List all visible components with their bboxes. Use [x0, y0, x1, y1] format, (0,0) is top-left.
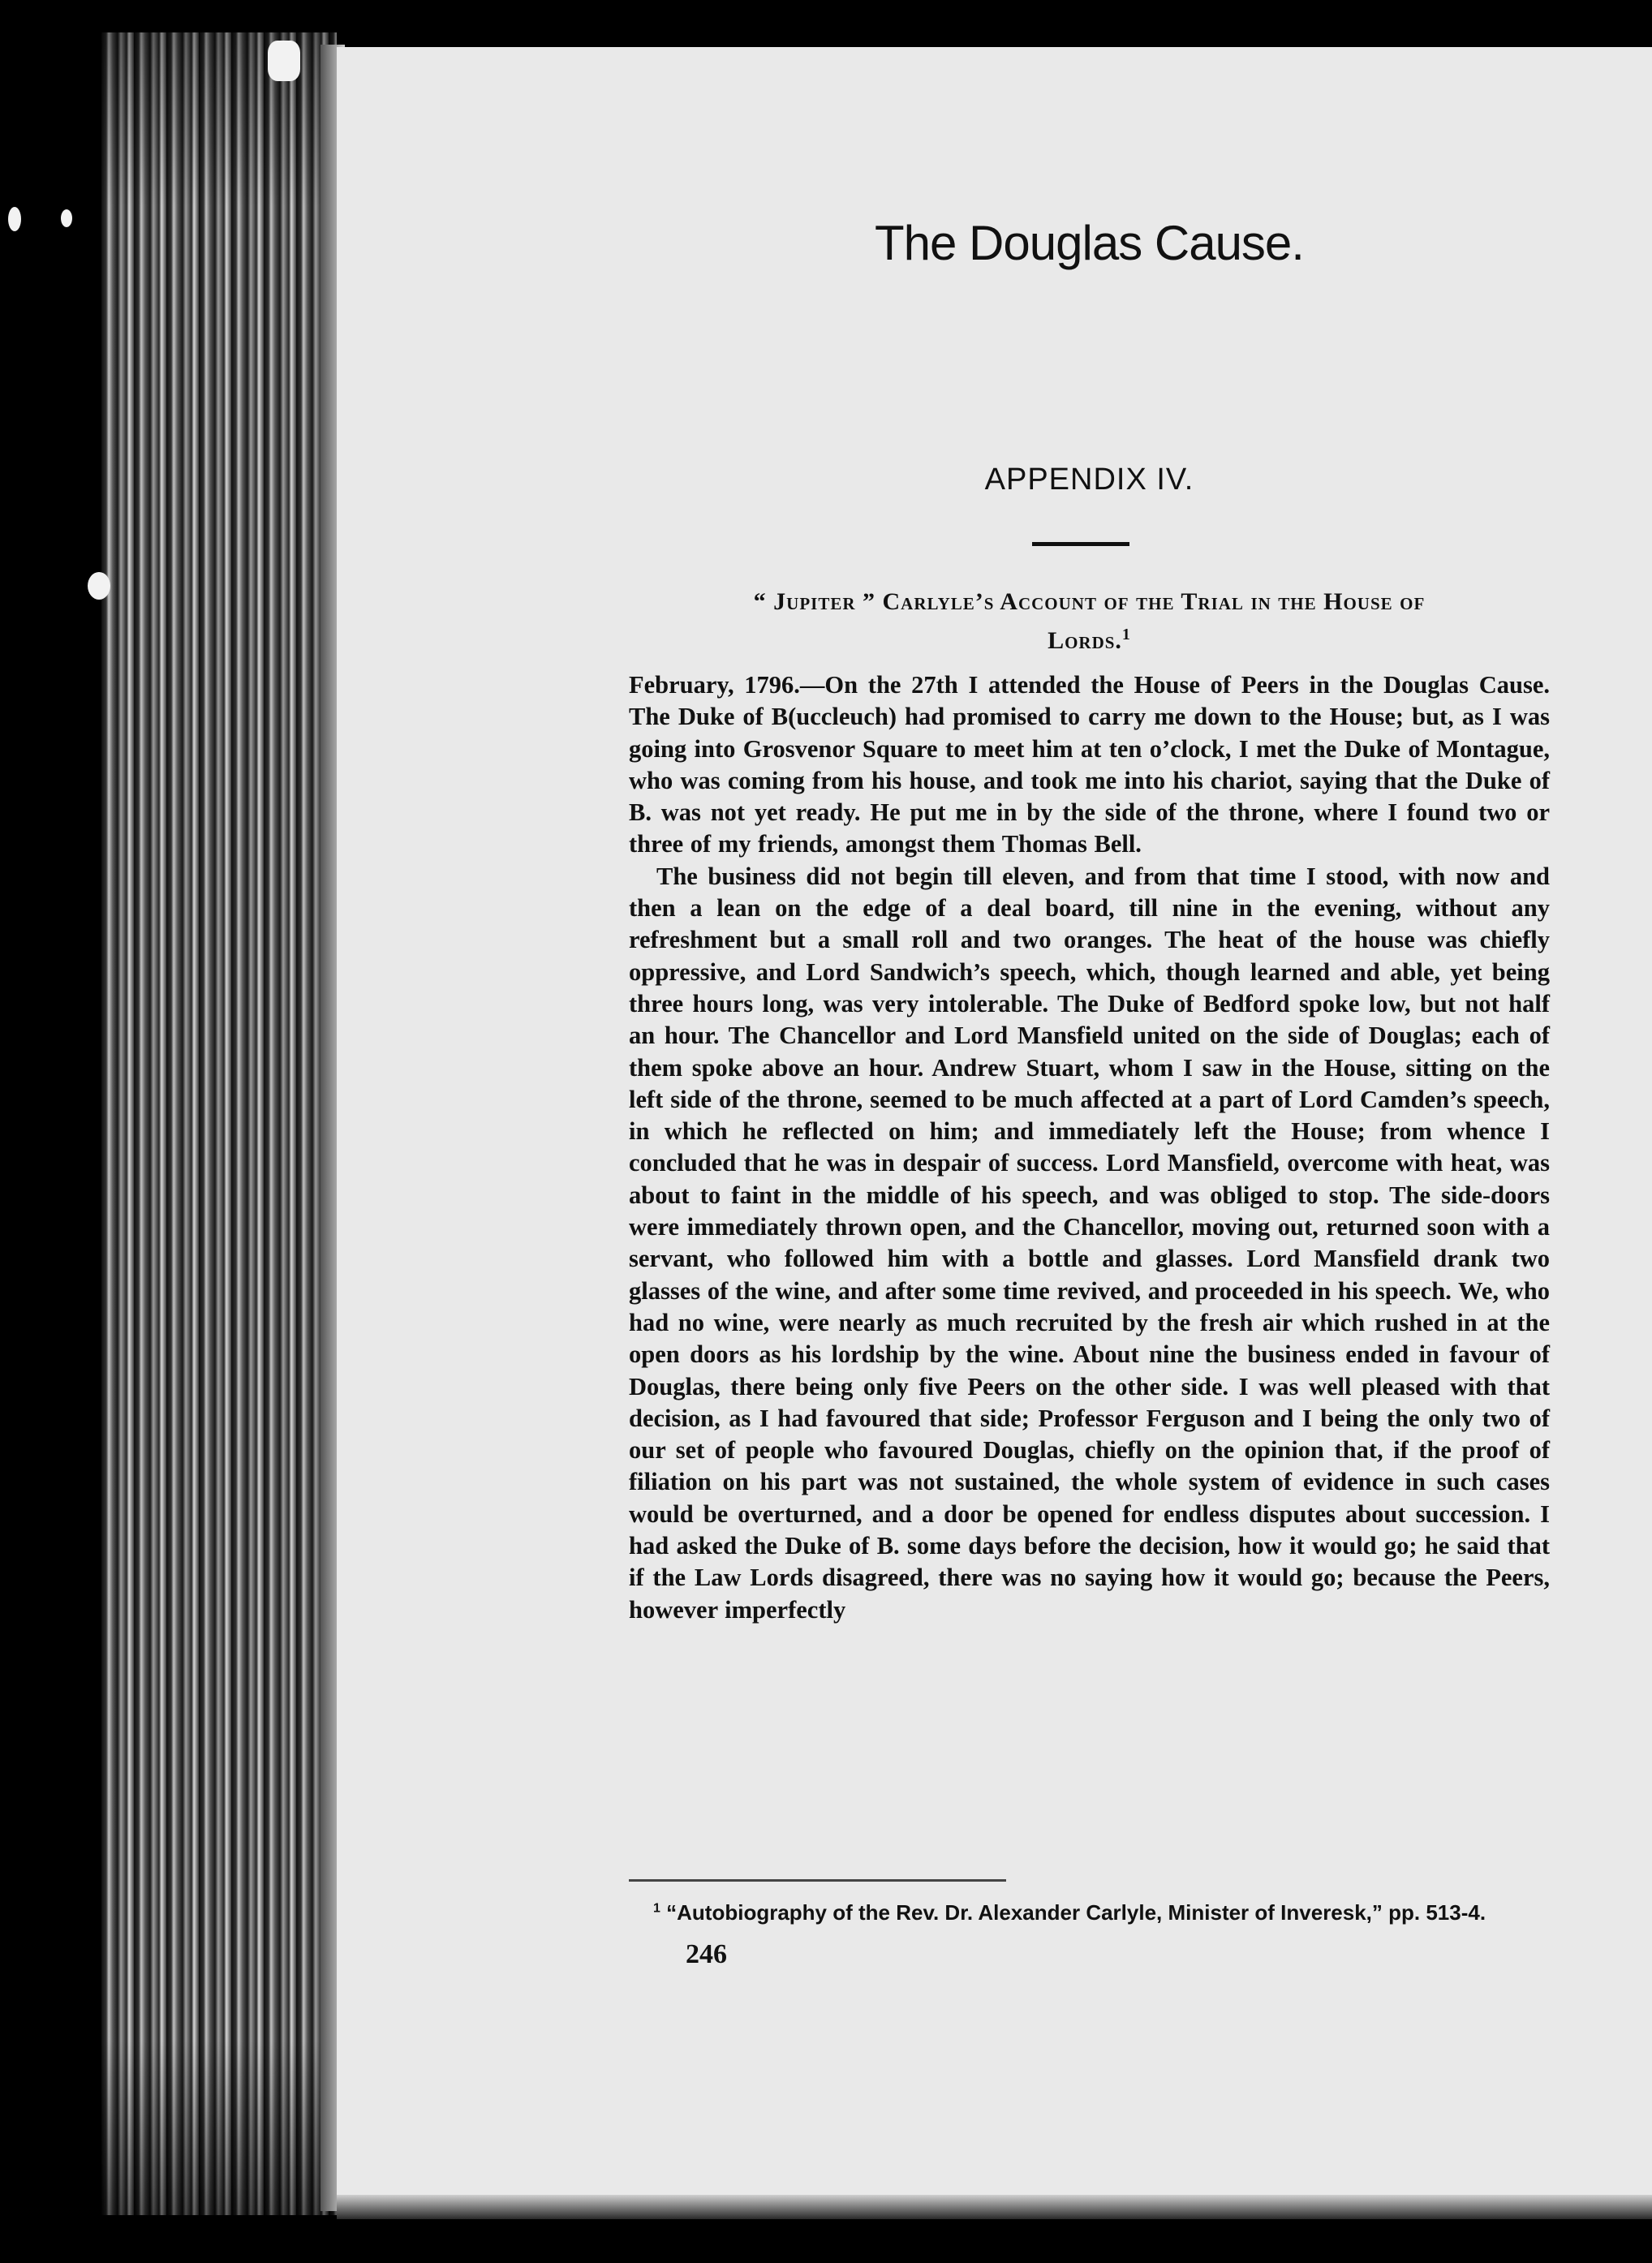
paragraph: The business did not begin till eleven, and from that time I stood, with now and then a lean on the edge of a deal board, till nine in the evening, without any refreshment but a small roll and two oranges. The heat of the house was chiefly oppressive, and Lord Sandwich’s speech, which, though learned and able, yet being three hours long, was very intolerable. The Duke of Bedford spoke low, but not half an hour. The Chancellor and Lord Mansfield united on the side of Douglas; each of them spoke above an hour. Andrew Stuart, whom I saw in the House, sitting on the left side of the throne, seemed to be much affected at a part of Lord Camden’s speech, in which he reflected on him; and immediately left the House; from whence I concluded that he was in despair of success. Lord Mansfield, overcome with heat, was about to faint in the middle of his speech, and was obliged to stop. The side-doors were immediately thrown open, and the Chancellor, moving out, returned soon with a servant, who followed him with a bottle and glasses. Lord Mansfield drank two glasses of the wine, and after some time revived, and proceeded in his speech. We, who had no wine, were nearly as much recruited by the fresh air which rushed in at the open doors as his lordship by the wine. About nine the business ended in favour of Douglas, there being only five Peers on the other side. I was well pleased with that decision, as I had favoured that side; Professor Ferguson and I being the only two of our set of people who favoured Douglas, chiefly on the opinion that, if the proof of filiation on his part was not sustained, the whole system of evidence in such cases would be overturned, and a door be opened for endless disputes about succession. I had asked the Duke of B. some days before the decision, how it would go; he said that if the Law Lords disagreed, there was no saying how it would go; because the Peers, however imperfectly	[629, 862, 1550, 1624]
footnote-reference: 1	[1121, 626, 1131, 643]
page-stack-edges	[101, 32, 337, 2215]
running-head: The Douglas Cause.	[875, 216, 1304, 270]
scan-speck	[268, 41, 300, 81]
body-text	[629, 669, 1550, 1626]
scan-speck	[88, 572, 110, 600]
footnote-rule	[629, 1879, 1006, 1882]
subtitle-line-2	[629, 618, 1550, 657]
subtitle-line-1: “ Jupiter ” Carlyle’s Account of the Trial in the House of	[753, 588, 1426, 615]
page-number: 246	[686, 1939, 727, 1969]
footnote	[653, 1900, 1554, 1925]
scan-speck	[61, 209, 72, 227]
footnote-text: “Autobiography of the Rev. Dr. Alexander Carlyle, Minister of Inveresk,” pp. 513-4.	[666, 1900, 1486, 1925]
footnote-marker: 1	[653, 1901, 660, 1916]
page-bottom-edge	[337, 2195, 1652, 2219]
paragraph: February, 1796.—On the 27th I attended the House of Peers in the Douglas Cause. The Duke of B(uccleuch) had promised to carry me down to the House; but, as I was going into Grosvenor Square to meet him at ten o’clock, I met the Duke of Montague, who was coming from his house, and took me into his chariot, saying that the Duke of B. was not yet ready. He put me in by the side of the throne, where I found two or three of my friends, amongst them Thomas Bell.	[629, 671, 1550, 858]
title-rule	[1032, 542, 1129, 546]
scan-speck	[8, 207, 21, 231]
appendix-title: APPENDIX IV.	[984, 462, 1194, 497]
section-subtitle	[629, 586, 1550, 657]
subtitle-line-2-text: Lords.	[1048, 627, 1122, 654]
